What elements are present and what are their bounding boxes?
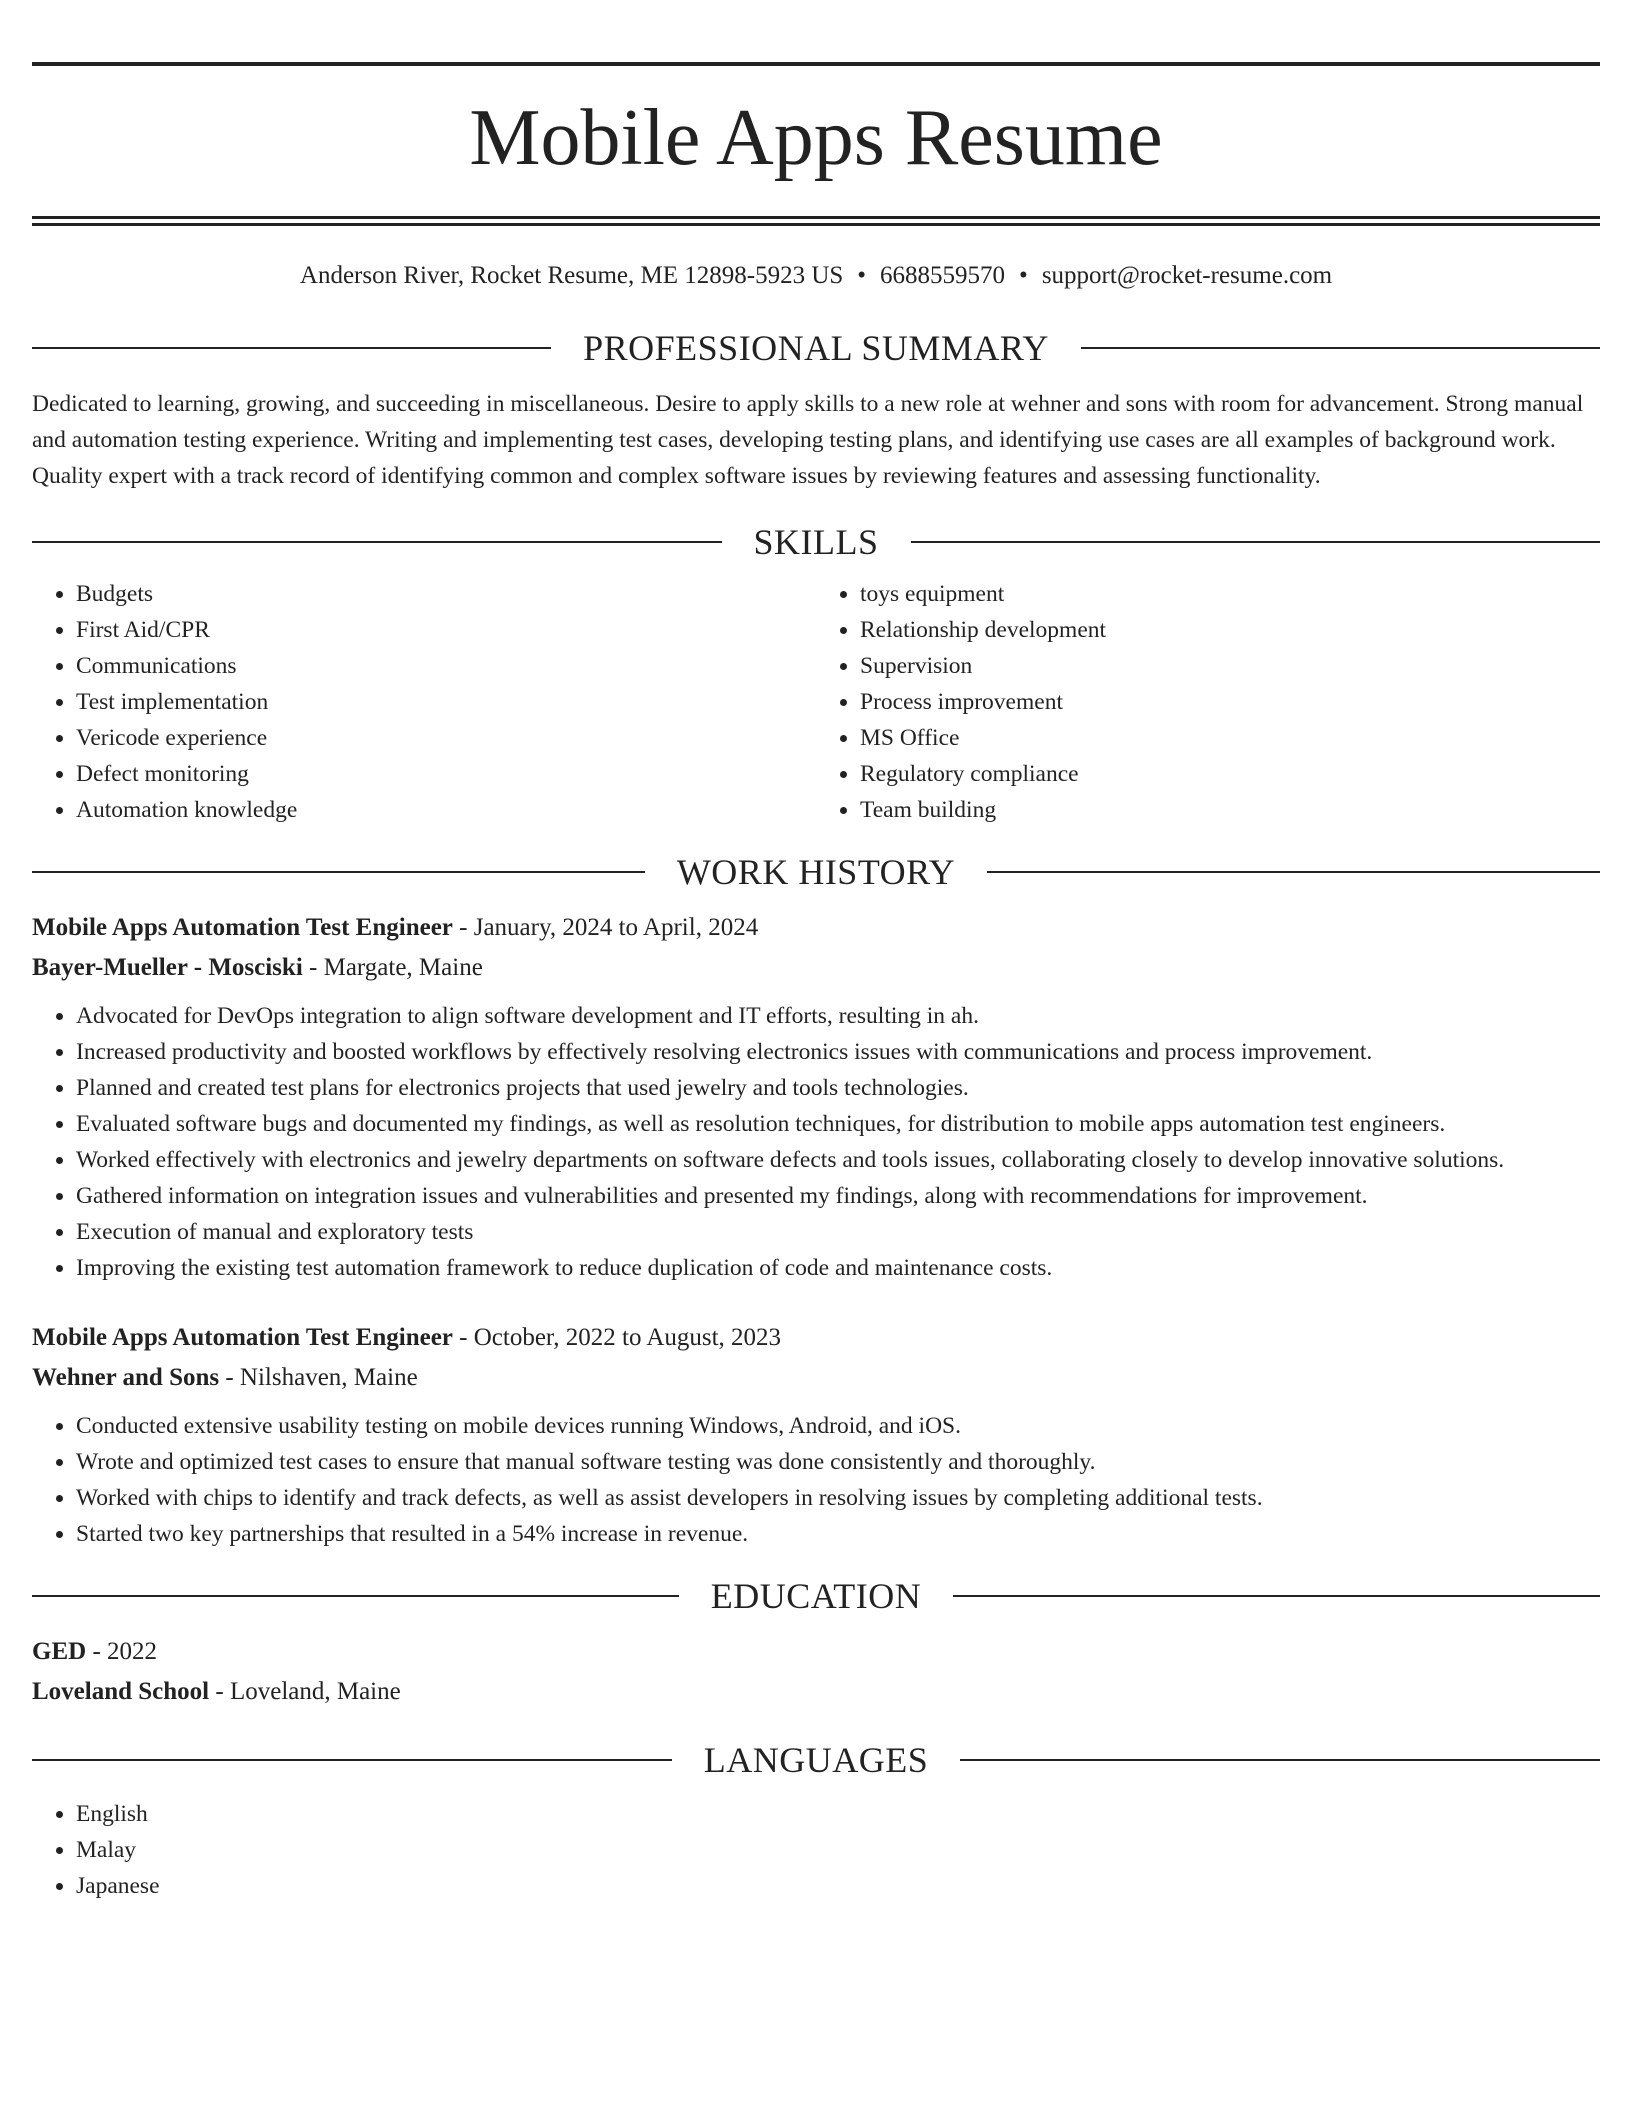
company-location: - Nilshaven, Maine <box>219 1364 418 1391</box>
skill-item: • Regulatory compliance <box>860 756 1600 792</box>
skill-item: • toys equipment <box>860 576 1600 612</box>
section-title-work: WORK HISTORY <box>676 852 956 892</box>
section-header-work <box>32 850 1600 894</box>
section-rule <box>911 541 1601 543</box>
section-rule <box>32 1595 679 1597</box>
skill-item: • Team building <box>860 792 1600 828</box>
education-entry <box>32 1632 1600 1712</box>
skill-item: • Defect monitoring <box>76 756 816 792</box>
job-dates: - October, 2022 to August, 2023 <box>452 1324 782 1351</box>
title-double-rule <box>32 216 1600 226</box>
skill-item: • Relationship development <box>860 612 1600 648</box>
skill-item: • Vericode experience <box>76 720 816 756</box>
skill-item: • Process improvement <box>860 684 1600 720</box>
job-bullet: • Increased productivity and boosted workflows by effectively resolving electronics issues with communications and process improvement. <box>76 1034 1600 1070</box>
skills-list-right <box>816 576 1600 828</box>
section-header-languages <box>32 1738 1600 1782</box>
resume-title: Mobile Apps Resume <box>469 94 1163 182</box>
skill-item: • First Aid/CPR <box>76 612 816 648</box>
skills-list-left <box>32 576 816 828</box>
section-rule <box>32 541 722 543</box>
skill-item: • Test implementation <box>76 684 816 720</box>
section-title-education: EDUCATION <box>710 1576 922 1616</box>
job-bullets <box>32 998 1600 1286</box>
language-item: • Malay <box>76 1832 1600 1868</box>
skill-item: • Automation knowledge <box>76 792 816 828</box>
section-header-summary <box>32 326 1600 370</box>
degree-name: GED <box>32 1638 87 1665</box>
job-bullet: • Advocated for DevOps integration to align software development and IT efforts, resulting in ah. <box>76 998 1600 1034</box>
company-name: Bayer-Mueller - Mosciski <box>32 954 303 981</box>
top-rule <box>32 62 1600 66</box>
company-location: - Margate, Maine <box>302 954 483 981</box>
job-bullet: • Conducted extensive usability testing on mobile devices running Windows, Android, and iOS. <box>76 1408 1600 1444</box>
degree-year: - 2022 <box>86 1638 158 1665</box>
school-location: - Loveland, Maine <box>209 1678 401 1705</box>
job-bullet: • Evaluated software bugs and documented my findings, as well as resolution techniques, for distribution to mobile apps automation test engineers. <box>76 1106 1600 1142</box>
job-bullet: • Improving the existing test automation framework to reduce duplication of code and maintenance costs. <box>76 1250 1600 1286</box>
job-bullet: • Execution of manual and exploratory tests <box>76 1214 1600 1250</box>
job-bullet: • Started two key partnerships that resulted in a 54% increase in revenue. <box>76 1516 1600 1552</box>
job-title-line <box>32 908 1600 948</box>
school-line <box>32 1672 1600 1712</box>
contact-separator: • <box>857 262 867 289</box>
section-title-languages: LANGUAGES <box>703 1740 929 1780</box>
section-rule <box>32 1759 672 1761</box>
resume-page <box>32 0 1600 1904</box>
languages-list <box>32 1796 1600 1904</box>
section-title-skills: SKILLS <box>753 522 879 562</box>
section-rule <box>1081 347 1600 349</box>
section-title-summary: PROFESSIONAL SUMMARY <box>583 328 1049 368</box>
contact-address: Anderson River, Rocket Resume, ME 12898-5923 US <box>299 262 844 289</box>
skill-item: • Supervision <box>860 648 1600 684</box>
job-bullet: • Gathered information on integration issues and vulnerabilities and presented my findings, along with recommendations for improvement. <box>76 1178 1600 1214</box>
job-bullet: • Wrote and optimized test cases to ensure that manual software testing was done consistently and thoroughly. <box>76 1444 1600 1480</box>
skills-columns <box>32 576 1600 828</box>
contact-email: support@rocket-resume.com <box>1041 262 1333 289</box>
skill-item: • Communications <box>76 648 816 684</box>
contact-phone: 6688559570 <box>880 262 1006 289</box>
job-entry <box>32 1318 1600 1552</box>
job-bullet: • Worked effectively with electronics and jewelry departments on software defects and tools issues, collaborating closely to develop innovative solutions. <box>76 1142 1600 1178</box>
job-bullet: • Planned and created test plans for electronics projects that used jewelry and tools technologies. <box>76 1070 1600 1106</box>
section-header-skills <box>32 520 1600 564</box>
skill-item: • Budgets <box>76 576 816 612</box>
job-title-line <box>32 1318 1600 1358</box>
section-rule <box>960 1759 1600 1761</box>
degree-line <box>32 1632 1600 1672</box>
summary-text: Dedicated to learning, growing, and succeeding in miscellaneous. Desire to apply skills to a new role at wehner and sons with room for advancement. Strong manual and automation testing experience. Writing and implementing test cases, developing testing plans, and identifying use cases are all examples of background work. Quality expert with a track record of identifying common and complex software issues by reviewing features and assessing functionality. <box>32 391 1584 489</box>
job-bullet: • Worked with chips to identify and track defects, as well as assist developers in resolving issues by completing additional tests. <box>76 1480 1600 1516</box>
section-rule <box>987 871 1600 873</box>
section-rule <box>953 1595 1600 1597</box>
school-name: Loveland School <box>32 1678 210 1705</box>
company-line <box>32 1358 1600 1398</box>
job-dates: - January, 2024 to April, 2024 <box>452 914 759 941</box>
contact-separator: • <box>1019 262 1028 289</box>
language-item: • English <box>76 1796 1600 1832</box>
contact-line <box>32 260 1600 292</box>
section-header-education <box>32 1574 1600 1618</box>
skill-item: • MS Office <box>860 720 1600 756</box>
languages-block <box>32 1796 1600 1904</box>
job-title: Mobile Apps Automation Test Engineer <box>32 1324 453 1351</box>
job-title: Mobile Apps Automation Test Engineer <box>32 914 453 941</box>
company-name: Wehner and Sons <box>32 1364 220 1391</box>
section-rule <box>32 871 645 873</box>
language-item: • Japanese <box>76 1868 1600 1904</box>
company-line <box>32 948 1600 988</box>
job-entry <box>32 908 1600 1286</box>
job-bullets <box>32 1408 1600 1552</box>
section-rule <box>32 347 551 349</box>
